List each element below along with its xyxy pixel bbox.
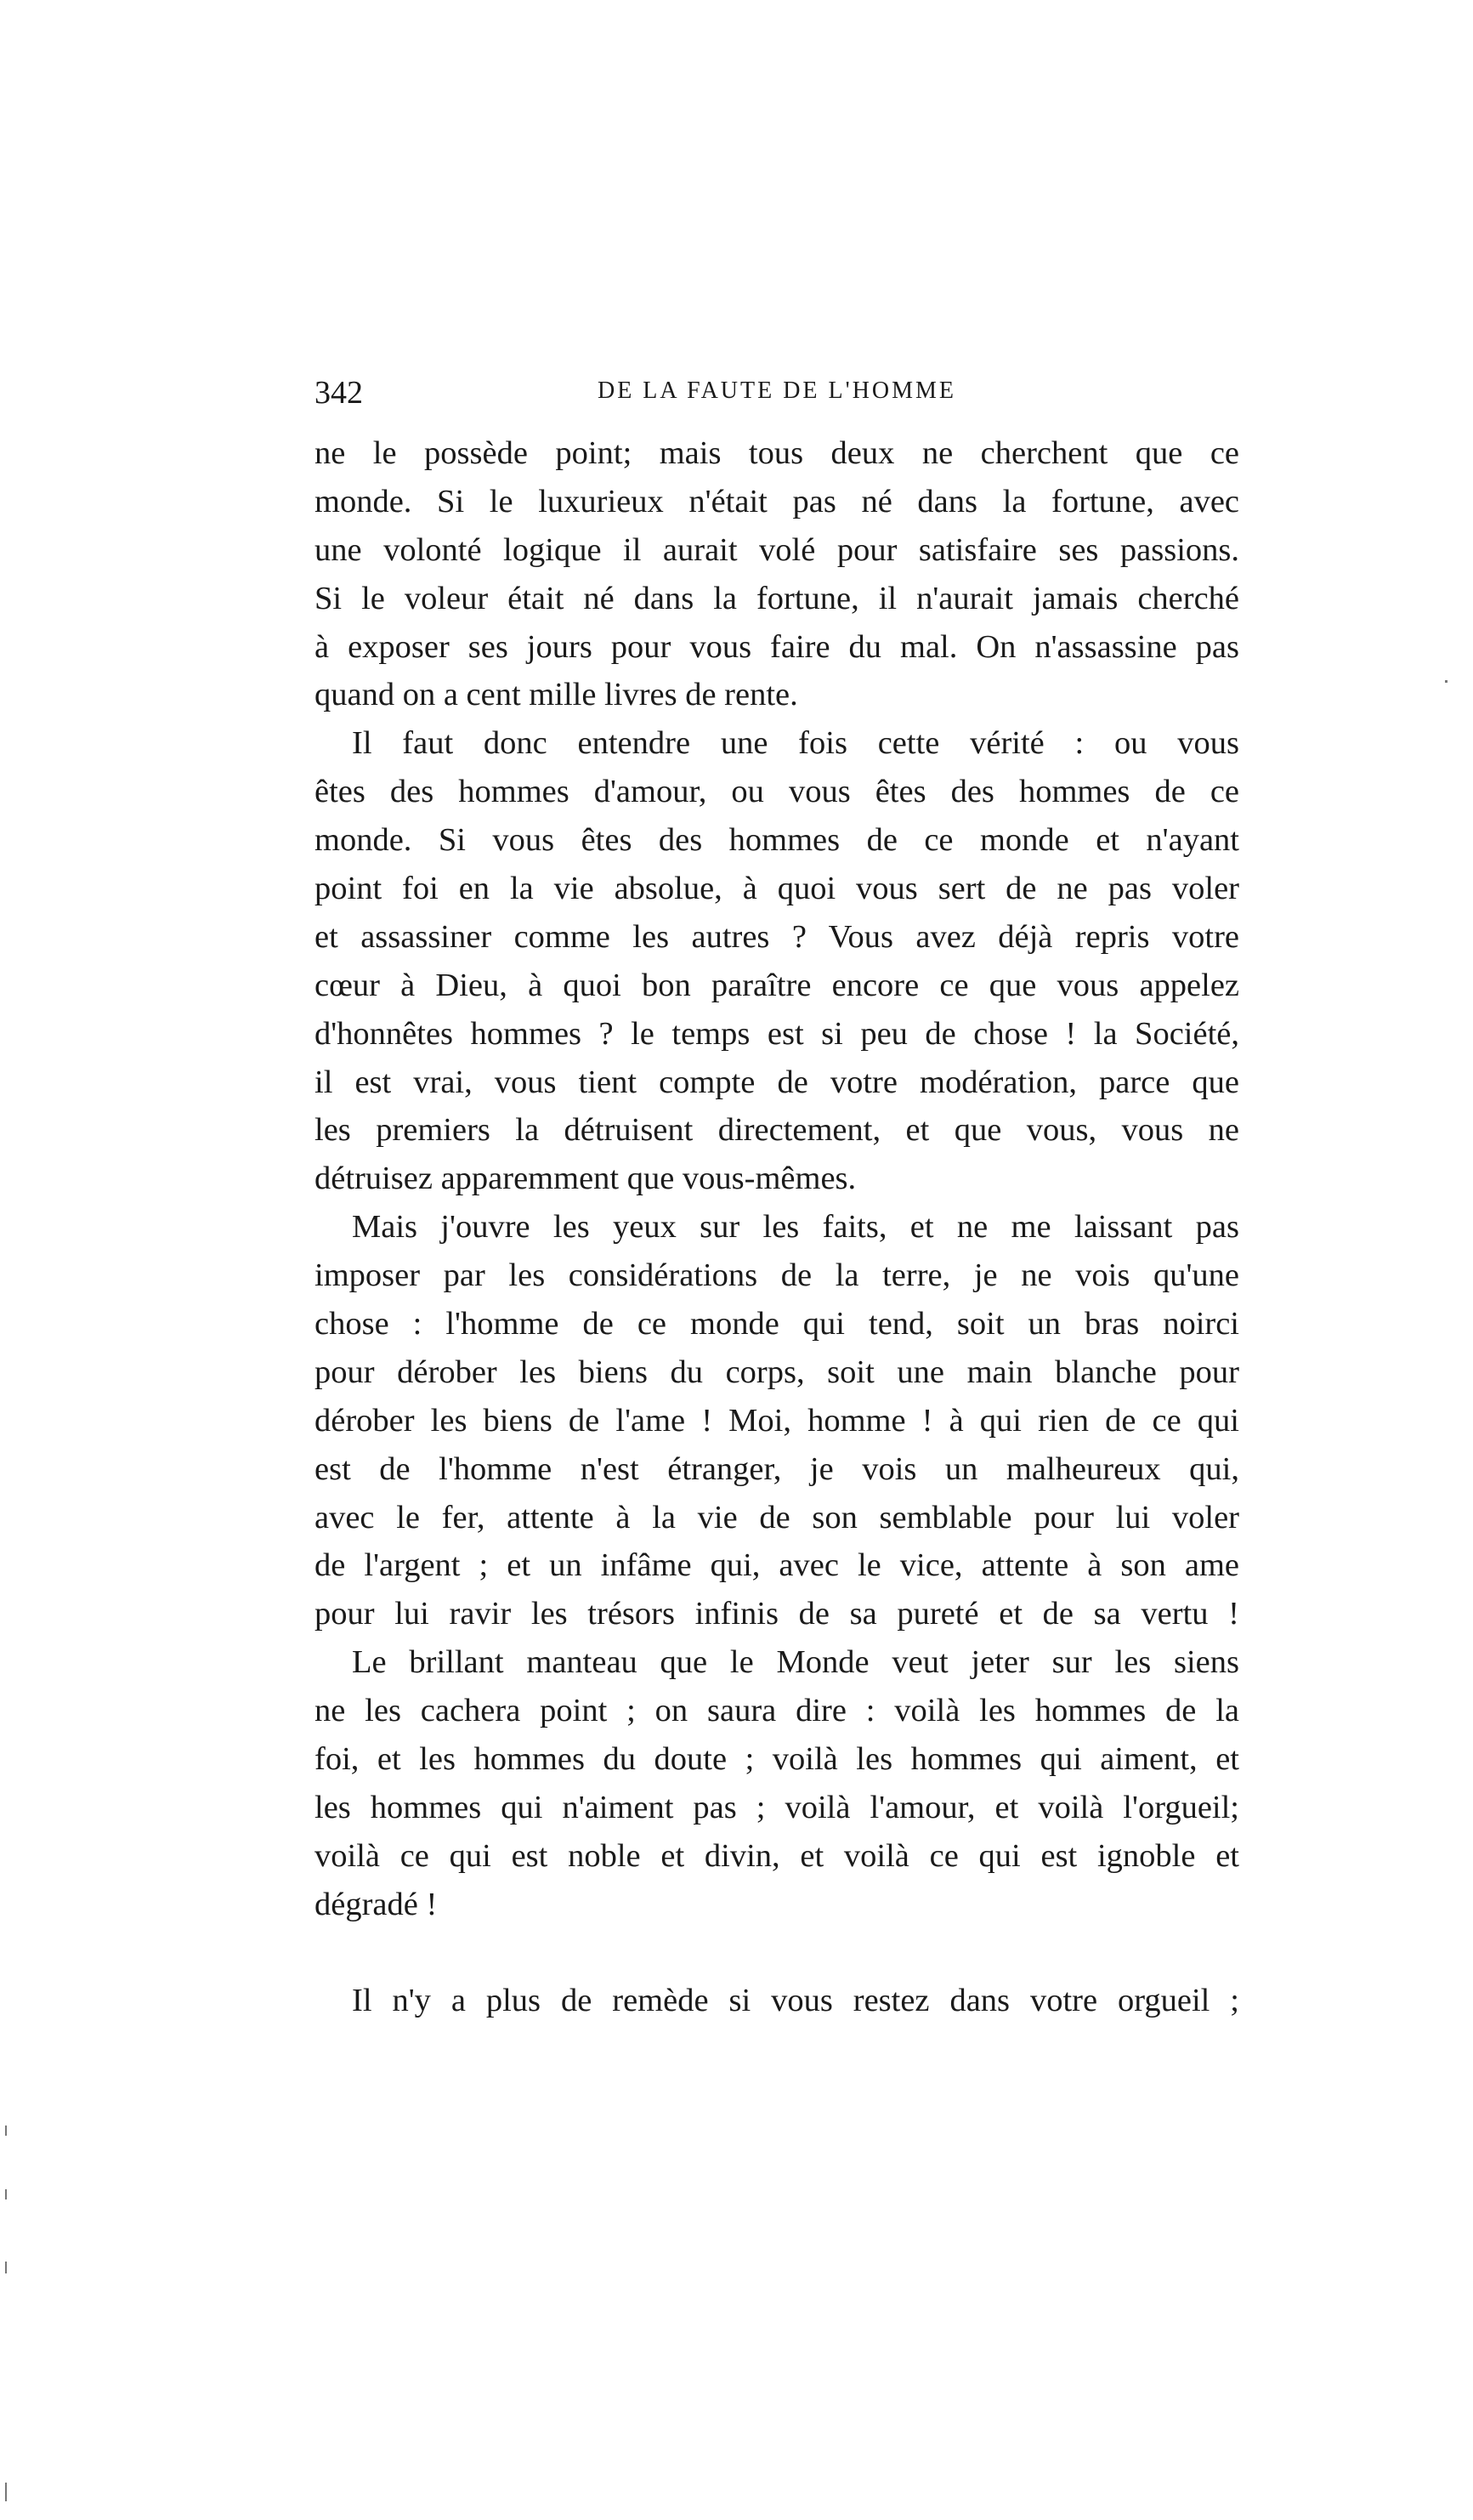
text-line: Il faut donc entendre une fois cette vérité : ou vous — [352, 725, 1239, 762]
scan-artifact — [5, 2483, 7, 2501]
text-line: voilà ce qui est noble et divin, et voilà ce qui est ignoble et — [314, 1837, 1239, 1874]
text-line: Le brillant manteau que le Monde veut jeter sur les siens — [352, 1644, 1239, 1681]
text-line: foi, et les hommes du doute ; voilà les hommes qui aiment, et — [314, 1741, 1239, 1778]
running-title: DE LA FAUTE DE L'HOMME — [597, 377, 957, 404]
text-line: quand on a cent mille livres de rente. — [314, 677, 798, 713]
text-line: ne le possède point; mais tous deux ne cherchent que ce — [314, 435, 1239, 471]
body-text — [314, 429, 1239, 2025]
scan-artifact — [1445, 680, 1448, 683]
text-line: chose : l'homme de ce monde qui tend, soit un bras noirci — [314, 1306, 1239, 1342]
text-line: il est vrai, vous tient compte de votre modération, parce que — [314, 1064, 1239, 1100]
scan-artifact — [5, 2262, 7, 2273]
scan-artifact — [5, 2189, 7, 2199]
text-line: pour dérober les biens du corps, soit une main blanche pour — [314, 1354, 1239, 1390]
text-line: d'honnêtes hommes ? le temps est si peu de chose ! la Société, — [314, 1015, 1239, 1052]
text-line: de l'argent ; et un infâme qui, avec le vice, attente à son ame — [314, 1547, 1239, 1584]
text-line: ne les cachera point ; on saura dire : voilà les hommes de la — [314, 1693, 1239, 1729]
text-line: Il n'y a plus de remède si vous restez dans votre orgueil ; — [352, 1982, 1239, 2018]
paragraph-4 — [314, 1638, 1239, 1928]
text-line: pour lui ravir les trésors infinis de sa pureté et de sa vertu ! — [314, 1596, 1239, 1632]
paragraph-2 — [314, 719, 1239, 1203]
text-line: êtes des hommes d'amour, ou vous êtes des hommes de ce — [314, 774, 1239, 810]
text-line: avec le fer, attente à la vie de son semblable pour lui voler — [314, 1499, 1239, 1535]
page-number: 342 — [314, 375, 363, 411]
text-line: Mais j'ouvre les yeux sur les faits, et ne me laissant pas — [352, 1209, 1239, 1246]
text-line: imposer par les considérations de la terre, je ne vois qu'une — [314, 1257, 1239, 1294]
paragraph-3 — [314, 1203, 1239, 1638]
text-line: monde. Si le luxurieux n'était pas né dans la fortune, avec — [314, 483, 1239, 519]
text-line: une volonté logique il aurait volé pour satisfaire ses passions. — [314, 531, 1239, 568]
paragraph-1 — [314, 429, 1239, 719]
running-head — [314, 374, 1239, 417]
text-line: détruisez apparemment que vous-mêmes. — [314, 1161, 857, 1197]
text-line: monde. Si vous êtes des hommes de ce monde et n'ayant — [314, 822, 1239, 859]
text-line: et assassiner comme les autres ? Vous avez déjà repris votre — [314, 918, 1239, 955]
scan-artifact — [5, 2126, 7, 2136]
text-line: point foi en la vie absolue, à quoi vous sert de ne pas voler — [314, 871, 1239, 907]
text-line: Si le voleur était né dans la fortune, il n'aurait jamais cherché — [314, 580, 1239, 616]
text-line: dégradé ! — [314, 1886, 438, 1922]
text-line: à exposer ses jours pour vous faire du mal. On n'assassine pas — [314, 628, 1239, 665]
text-line: cœur à Dieu, à quoi bon paraître encore ce que vous appelez — [314, 967, 1239, 1003]
section-break — [314, 1929, 1239, 1977]
text-line: les hommes qui n'aiment pas ; voilà l'amour, et voilà l'orgueil; — [314, 1789, 1239, 1825]
paragraph-5 — [314, 1977, 1239, 2025]
text-line: les premiers la détruisent directement, et que vous, vous ne — [314, 1112, 1239, 1149]
text-line: est de l'homme n'est étranger, je vois un malheureux qui, — [314, 1450, 1239, 1487]
text-line: dérober les biens de l'ame ! Moi, homme ! à qui rien de ce qui — [314, 1402, 1239, 1439]
